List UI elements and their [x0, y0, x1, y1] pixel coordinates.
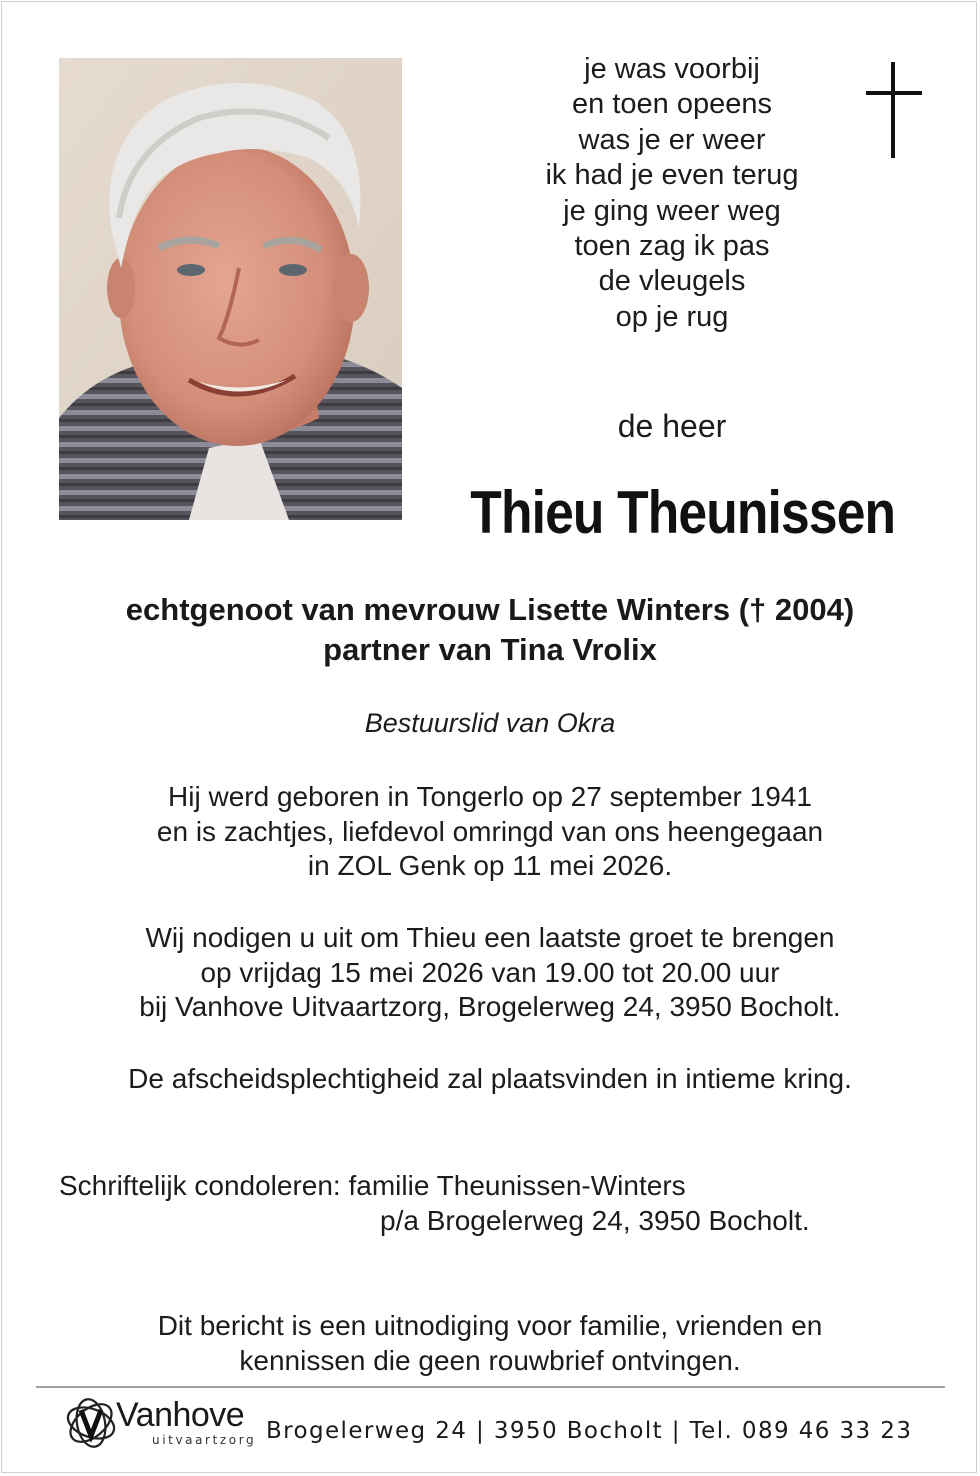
title-prefix: de heer	[617, 408, 727, 444]
paragraph-line: Wij nodigen u uit om Thieu een laatste groet te brengen	[145, 922, 835, 953]
vanhove-logo-icon	[64, 1396, 118, 1450]
poem-line: je ging weer weg	[563, 194, 781, 227]
poem-line: ik had je even terug	[545, 159, 799, 192]
paragraph-line: kennissen die geen rouwbrief ontvingen.	[239, 1344, 741, 1376]
poem-line: en toen opeens	[572, 88, 772, 121]
relation-partner: partner van Tina Vrolix	[323, 632, 657, 667]
relation-spouse: echtgenoot van mevrouw Lisette Winters († 2004)	[125, 592, 855, 627]
poem-line: je was voorbij	[584, 53, 760, 85]
ceremony-paragraph	[0, 1062, 980, 1097]
birth-death-paragraph	[0, 780, 980, 884]
footer-contact: Brogelerweg 24 | 3950 Bocholt | Tel. 089 46 33 23	[266, 1418, 913, 1444]
poem	[500, 52, 844, 335]
footer-divider	[36, 1386, 945, 1388]
logo-name: Vanhove	[116, 1396, 245, 1434]
paragraph-line: Hij werd geboren in Tongerlo op 27 september 1941	[168, 781, 812, 812]
paragraph-line: Dit bericht is een uitnodiging voor familie, vrienden en	[157, 1310, 823, 1341]
poem-line: de vleugels	[598, 265, 746, 298]
paragraph-line: De afscheidsplechtigheid zal plaatsvinden in intieme kring.	[128, 1063, 852, 1094]
paragraph-line: in ZOL Genk op 11 mei 2026.	[307, 850, 673, 882]
condolence-line: Schriftelijk condoleren: familie Theunissen-Winters	[59, 1170, 686, 1201]
cross-icon	[864, 62, 924, 160]
poem-line: was je er weer	[578, 123, 766, 156]
role-text: Bestuurslid van Okra	[364, 708, 616, 738]
paragraph-line: op vrijdag 15 mei 2026 van 19.00 tot 20.00 uur	[200, 956, 780, 988]
vanhove-logo	[64, 1396, 257, 1452]
poem-line: toen zag ik pas	[574, 230, 770, 263]
relations	[0, 590, 980, 670]
poem-line: op je rug	[615, 300, 729, 333]
notice-paragraph	[0, 1309, 980, 1378]
invitation-paragraph	[0, 921, 980, 1025]
condolence-address: p/a Brogelerweg 24, 3950 Bocholt.	[380, 1205, 810, 1236]
logo-subtitle: uitvaartzorg	[152, 1433, 257, 1447]
paragraph-line: en is zachtjes, liefdevol omringd van ons heengegaan	[156, 815, 824, 847]
portrait-photo	[59, 58, 402, 520]
paragraph-line: bij Vanhove Uitvaartzorg, Brogelerweg 24, 3950 Bocholt.	[139, 991, 841, 1023]
deceased-name: Thieu Theunissen	[470, 479, 896, 546]
